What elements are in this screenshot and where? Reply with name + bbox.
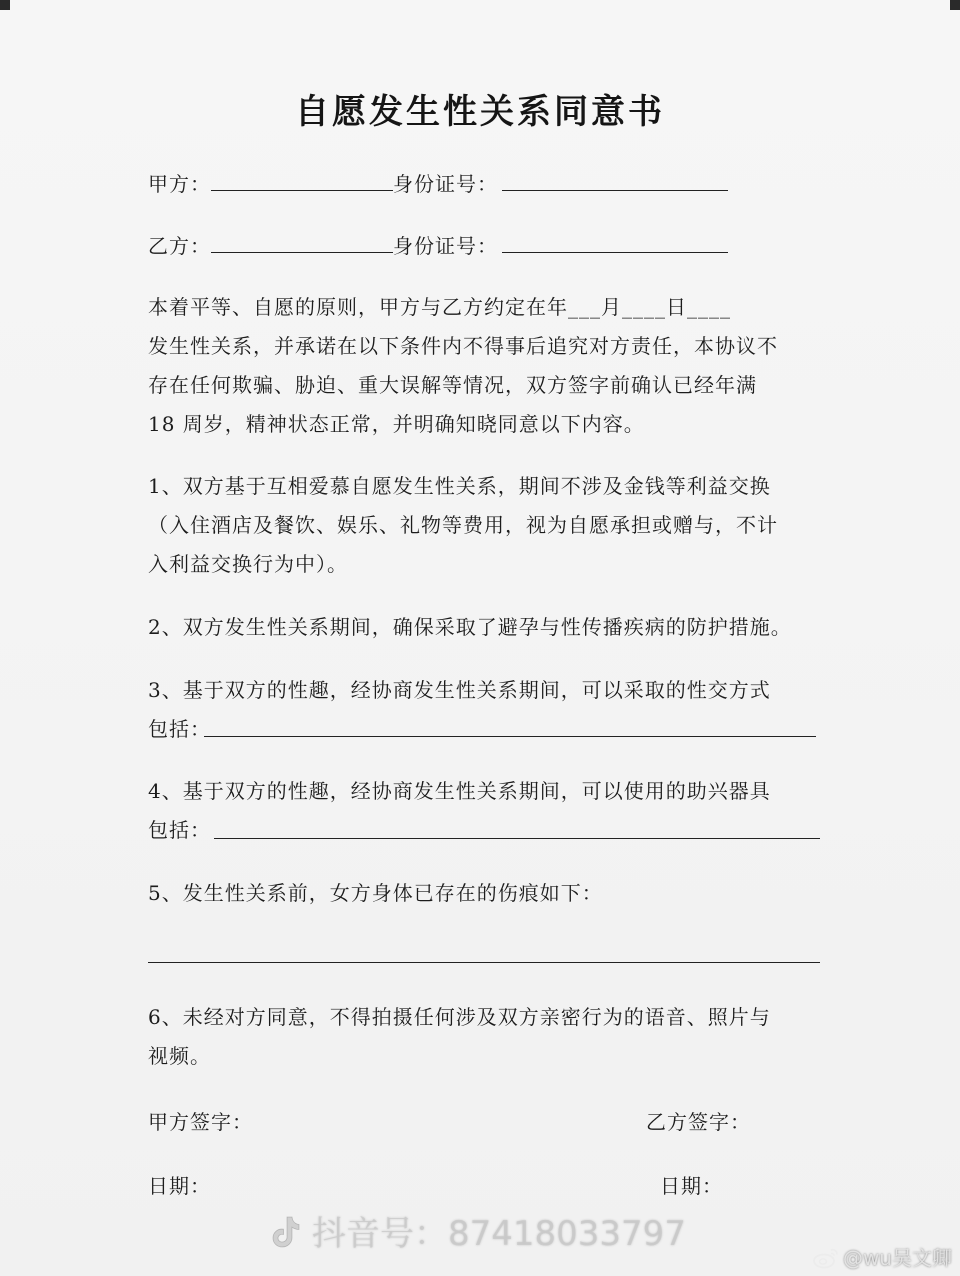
intro-line: 存在任何欺骗、胁迫、重大误解等情况，双方签字前确认已经年满 [148, 373, 757, 397]
scan-corner-right [950, 0, 960, 10]
party-b-name-blank [211, 234, 393, 253]
intro-line: 本着平等、自愿的原则，甲方与乙方约定在年___月____日____ [148, 295, 731, 319]
clause-3-fill-blank [204, 736, 816, 737]
weibo-logo-icon [813, 1247, 839, 1269]
party-a-date-label: 日期： [148, 1174, 211, 1198]
intro-line: 发生性关系，并承诺在以下条件内不得事后追究对方责任，本协议不 [148, 334, 778, 358]
douyin-watermark-text: 抖音号：87418033797 [312, 1214, 686, 1254]
clause-5-line: 5、发生性关系前，女方身体已存在的伤痕如下： [148, 881, 603, 905]
party-a-id-label: 身份证号： [393, 172, 498, 196]
clause-1-line: 入利益交换行为中）。 [148, 552, 348, 576]
clause-5 [148, 874, 828, 913]
party-b-id-blank [502, 234, 728, 253]
clause-4-line: 4、基于双方的性趣，经协商发生性关系期间，可以使用的助兴器具 [148, 779, 771, 803]
party-b-id-label: 身份证号： [393, 234, 498, 258]
clause-3 [148, 671, 828, 749]
party-b-date-label: 日期： [660, 1174, 723, 1198]
scan-corner-left [0, 0, 10, 10]
weibo-watermark-text: @wu吴文卿 [842, 1246, 952, 1270]
clause-4-fill-blank [214, 838, 820, 839]
clause-2 [148, 608, 828, 647]
party-a-label: 甲方： [148, 172, 211, 196]
party-a-id-blank [502, 172, 728, 191]
tiktok-logo-icon [270, 1215, 302, 1249]
clause-4-line: 包括： [148, 818, 211, 842]
clause-1-line: 1、双方基于互相爱慕自愿发生性关系，期间不涉及金钱等利益交换 [148, 474, 771, 498]
party-b-row [148, 230, 728, 259]
clause-3-line: 包括： [148, 717, 211, 741]
party-a-row [148, 168, 728, 197]
intro-line: 18 周岁，精神状态正常，并明确知晓同意以下内容。 [148, 412, 645, 436]
clause-1 [148, 467, 828, 584]
party-b-label: 乙方： [148, 234, 211, 258]
clause-1-line: （入住酒店及餐饮、娱乐、礼物等费用，视为自愿承担或赠与，不计 [148, 513, 778, 537]
clause-6 [148, 998, 828, 1076]
party-a-signature-label: 甲方签字： [148, 1110, 253, 1134]
party-b-signature-label: 乙方签字： [646, 1110, 751, 1134]
intro-paragraph [148, 288, 828, 444]
clause-2-line: 2、双方发生性关系期间，确保采取了避孕与性传播疾病的防护措施。 [148, 615, 792, 639]
clause-3-line: 3、基于双方的性趣，经协商发生性关系期间，可以采取的性交方式 [148, 678, 771, 702]
clause-5-fill-blank [148, 962, 820, 963]
party-a-name-blank [211, 172, 393, 191]
document-title: 自愿发生性关系同意书 [295, 92, 665, 132]
weibo-watermark [813, 1242, 952, 1271]
clause-6-line: 6、未经对方同意，不得拍摄任何涉及双方亲密行为的语音、照片与 [148, 1005, 771, 1029]
douyin-watermark [270, 1206, 686, 1255]
clause-6-line: 视频。 [148, 1044, 211, 1068]
